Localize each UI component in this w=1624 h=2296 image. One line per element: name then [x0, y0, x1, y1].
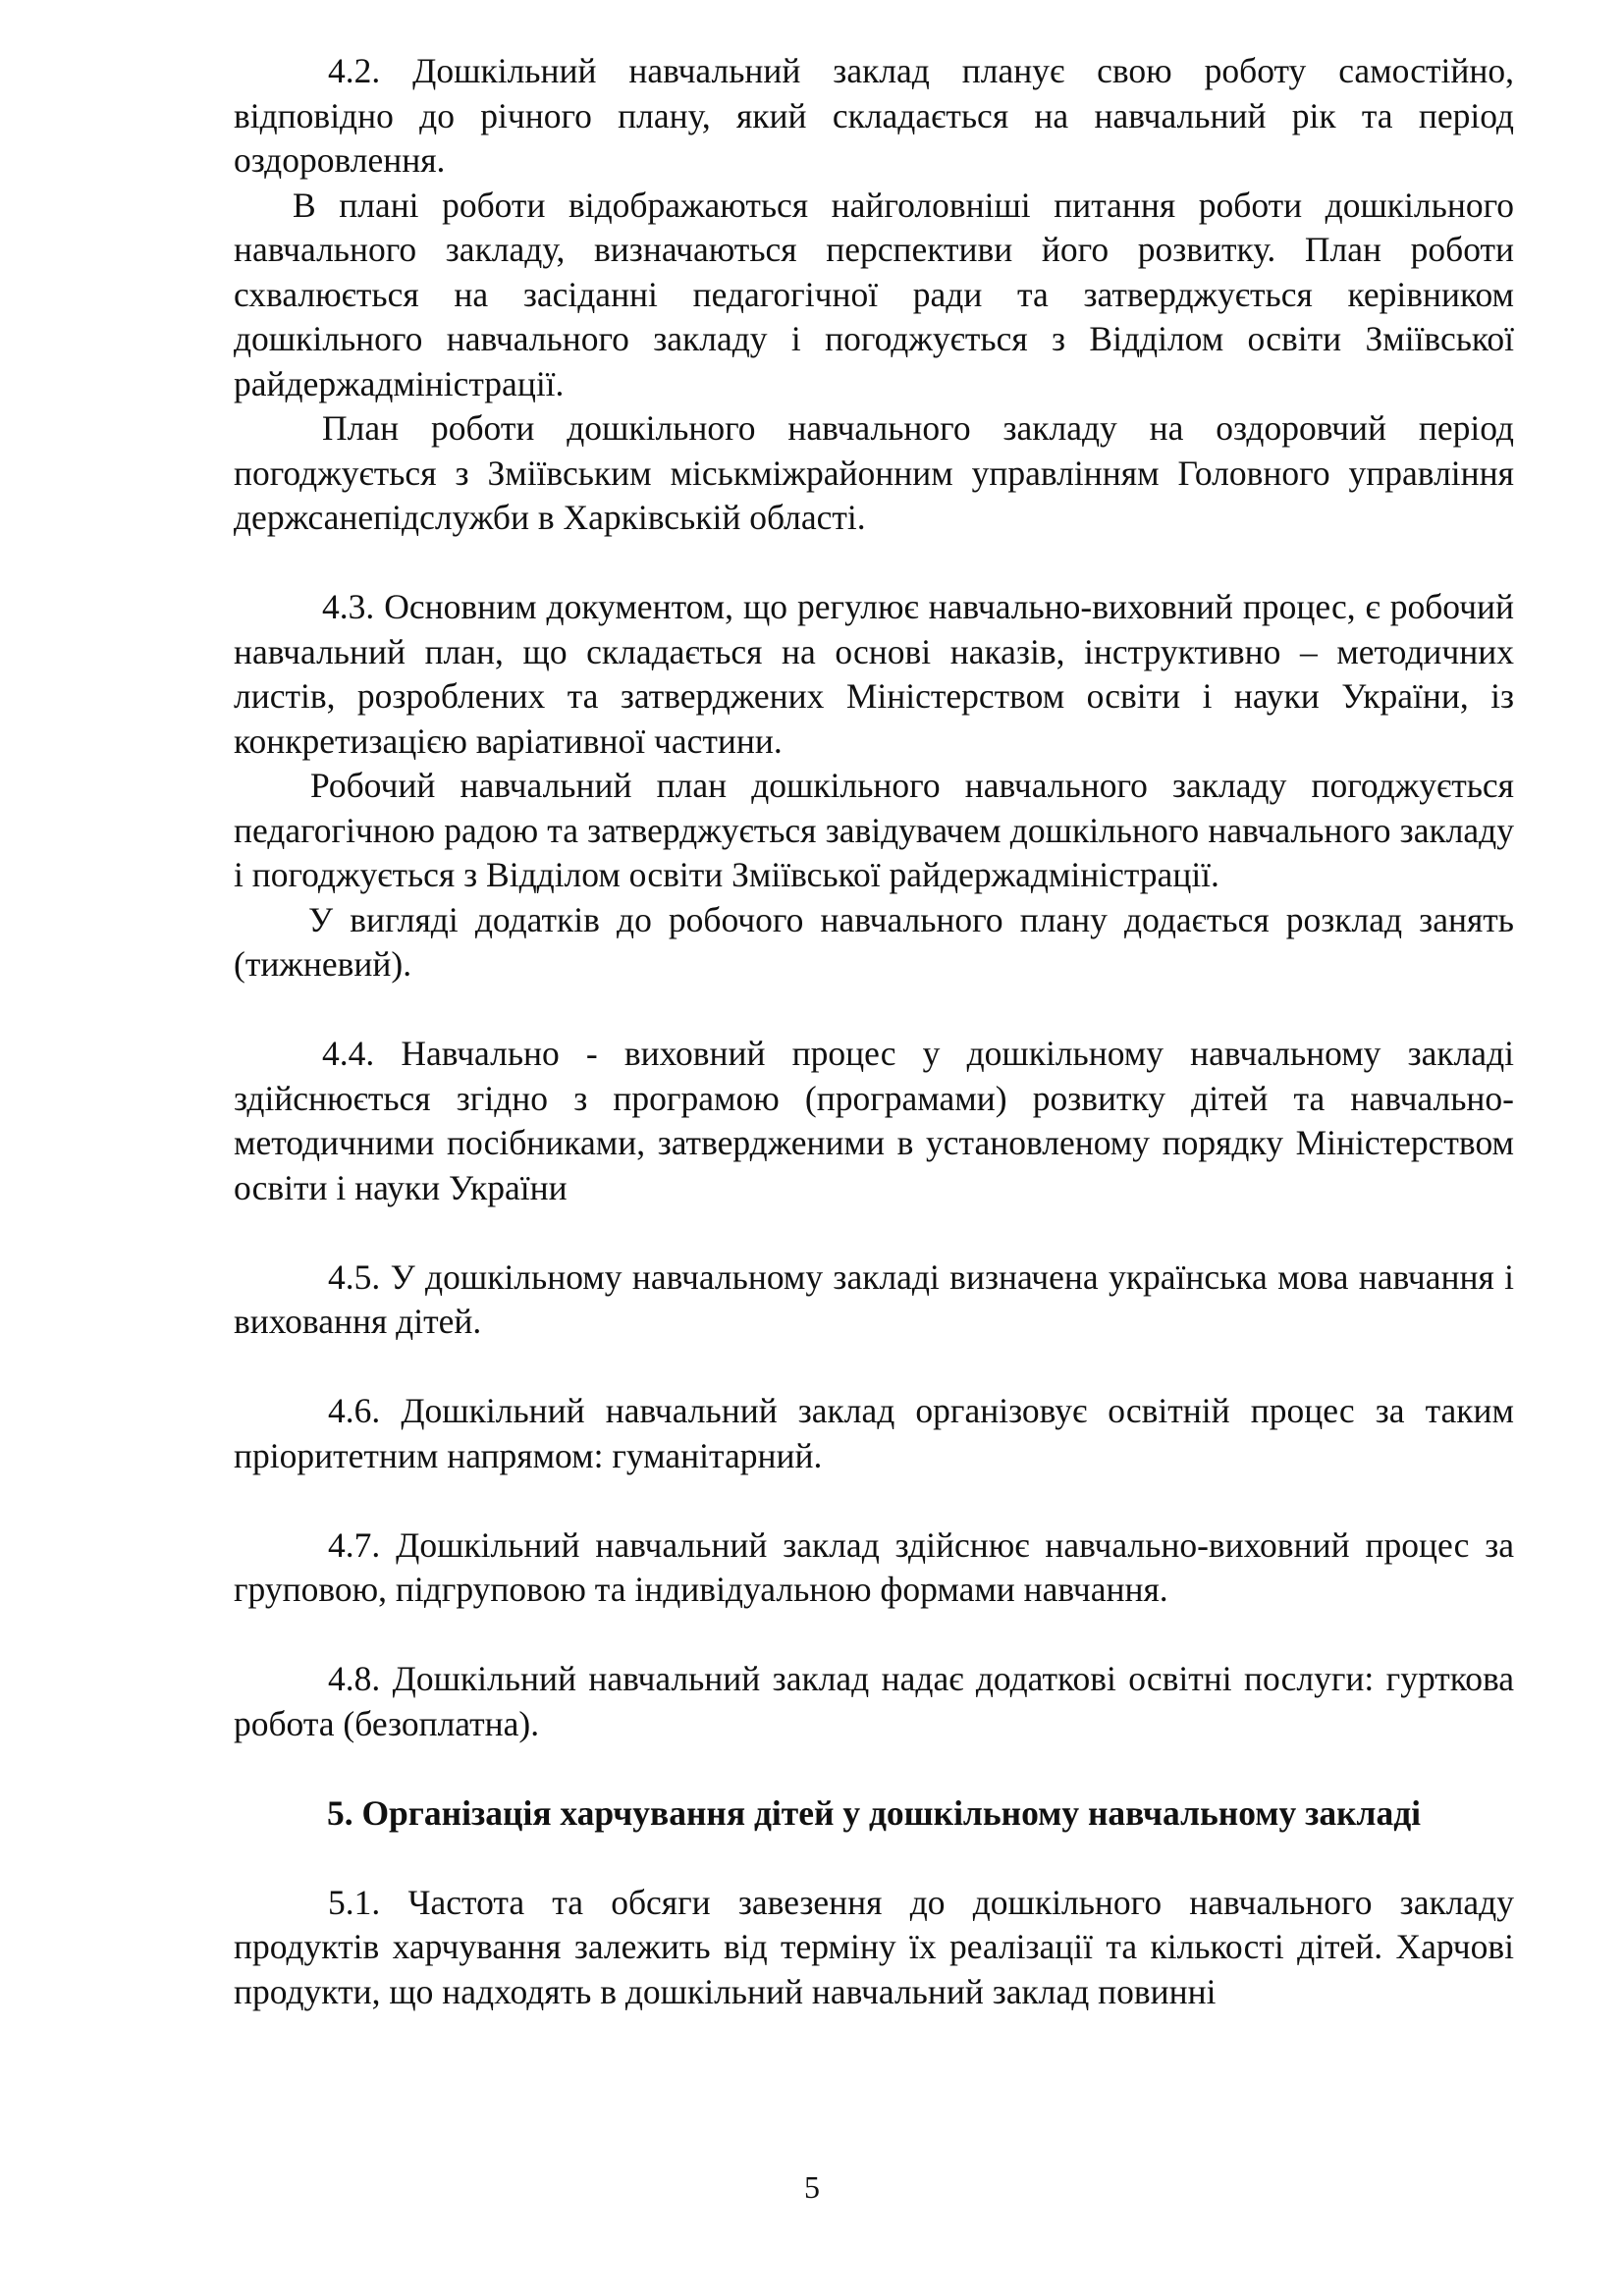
paragraph-4-2-health-period: План роботи дошкільного навчального закладу на оздоровчий період погоджується з Зміївським міськміжрайонним управлінням Головного управління держсанепідслужби в Харківській області. — [234, 408, 1514, 537]
paragraph-4-8-services: 4.8. Дошкільний навчальний заклад надає додаткові освітні послуги: гурткова робота (безоплатна). — [234, 1659, 1514, 1743]
paragraph-gap — [234, 1210, 1514, 1255]
paragraph-gap — [234, 1345, 1514, 1390]
paragraph-gap — [234, 1613, 1514, 1658]
paragraph-4-3-schedule: У вигляді додатків до робочого навчального плану додається розклад занять (тижневий). — [234, 899, 1514, 984]
paragraph-gap — [234, 988, 1514, 1033]
paragraph-gap — [234, 1478, 1514, 1523]
paragraph-gap — [234, 541, 1514, 586]
page-number: 5 — [804, 2169, 820, 2205]
paragraph-5-1-deliveries: 5.1. Частота та обсяги завезення до дошкільного навчального закладу продуктів харчування залежить від терміну їх реалізації та кількості дітей. Харчові продукти, що надходять в дошкільний навчальний заклад повинні — [234, 1882, 1514, 2011]
paragraph-4-7-forms: 4.7. Дошкільний навчальний заклад здійснює навчально-виховний процес за груповою, підгруповою та індивідуальною формами навчання. — [234, 1524, 1514, 1609]
paragraph-4-3-main-document: 4.3. Основним документом, що регулює навчально-виховний процес, є робочий навчальний план, що складається на основі наказів, інструктивно – методичних листів, розроблених та затверджених Міністерством освіти і науки України, із конкретизацією варіативної частини. — [234, 587, 1514, 761]
paragraph-4-2-plan-content: В плані роботи відображаються найголовніші питання роботи дошкільного навчального закладу, визначаються перспективи його розвитку. План роботи схвалюється на засіданні педагогічної ради та затверджується керівником дошкільного навчального закладу і погоджується з Відділом освіти Зміївської райдержадміністрації. — [234, 185, 1514, 403]
paragraph-gap — [234, 1836, 1514, 1881]
paragraph-gap — [234, 1746, 1514, 1791]
paragraph-4-2-plan: 4.2. Дошкільний навчальний заклад планує свою роботу самостійно, відповідно до річного плану, який складається на навчальний рік та період оздоровлення. — [234, 51, 1514, 180]
paragraph-4-5-language: 4.5. У дошкільному навчальному закладі визначена українська мова навчання і виховання дітей. — [234, 1256, 1514, 1341]
page-body — [234, 49, 1514, 2014]
paragraph-4-4-programs: 4.4. Навчально - виховний процес у дошкільному навчальному закладі здійснюється згідно з програмою (програмами) розвитку дітей та навчально-методичними посібниками, затвердженими в установленому порядку Міністерством освіти і науки України — [234, 1034, 1514, 1207]
paragraph-4-6-priority: 4.6. Дошкільний навчальний заклад організовує освітній процес за таким пріоритетним напрямом: гуманітарний. — [234, 1391, 1514, 1475]
paragraph-4-3-working-plan: Робочий навчальний план дошкільного навчального закладу погоджується педагогічною радою та затверджується завідувачем дошкільного навчального закладу і погоджується з Відділом освіти Зміївської райдержадміністрації. — [234, 766, 1514, 894]
section-heading-nutrition: 5. Організація харчування дітей у дошкільному навчальному закладі — [326, 1792, 1422, 1833]
